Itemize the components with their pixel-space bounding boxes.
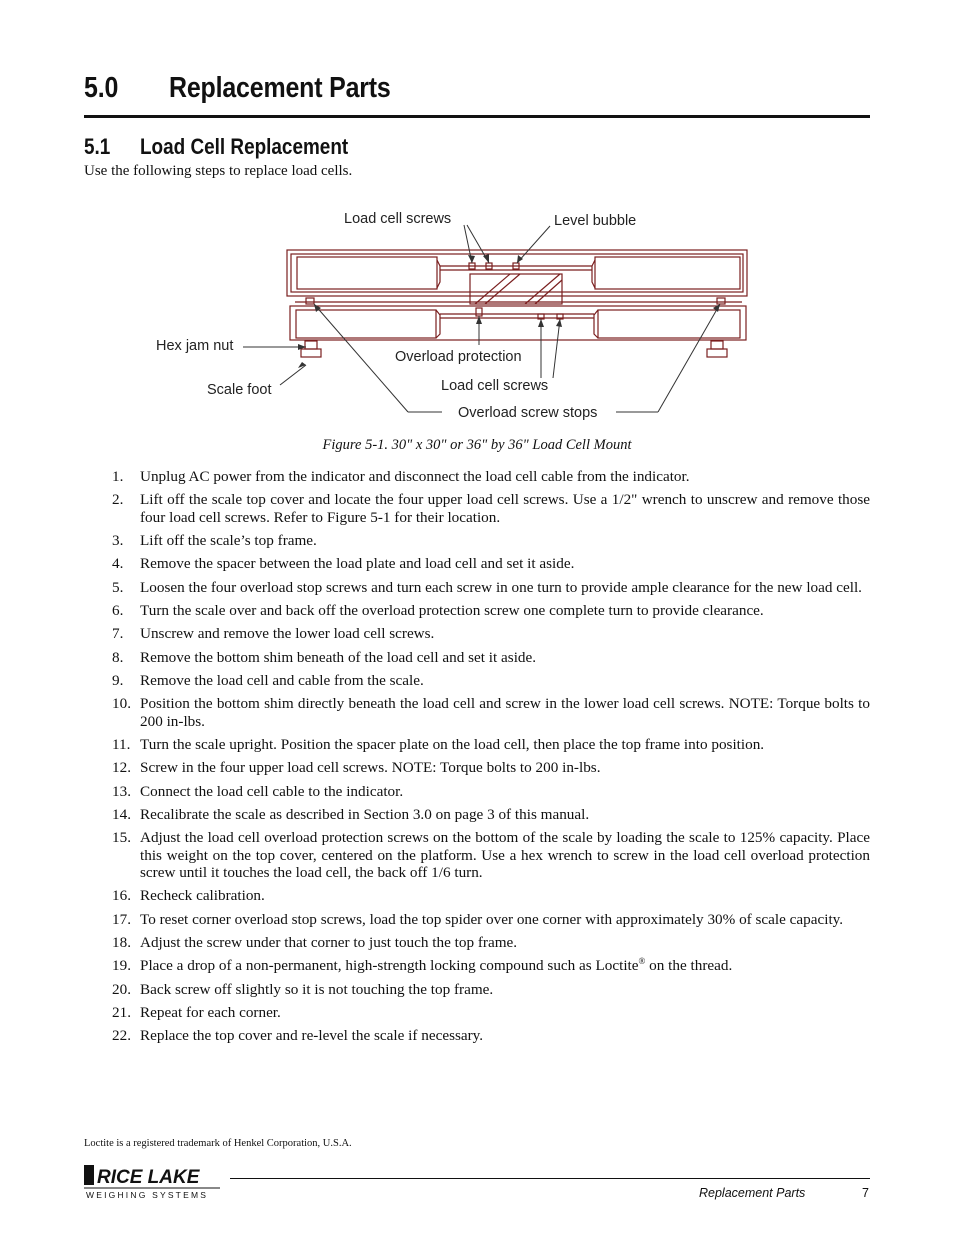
footer-section-name: Replacement Parts	[699, 1186, 806, 1200]
callout-hex-jam-nut: Hex jam nut	[156, 338, 234, 354]
step-item	[84, 759, 870, 777]
step-number: 7.	[112, 625, 124, 643]
step-text-main: Lift off the scale top cover and locate the four upper load cell screws. Use a 1/2" wrench to unscrew and remove those four load cell screws. Refer to Figure 5-1 for their location.	[140, 491, 870, 526]
step-text-main: To reset corner overload stop screws, load the top spider over one corner with approximately 30% of scale capacity.	[140, 910, 844, 928]
section-heading	[84, 72, 870, 118]
step-text-main: Turn the scale upright. Position the spacer plate on the load cell, then place the top frame into position.	[140, 735, 765, 753]
step-number: 8.	[112, 648, 124, 666]
step-item	[84, 887, 870, 905]
step-text	[140, 934, 517, 951]
step-item	[84, 829, 870, 882]
step-item	[84, 957, 870, 975]
step-text	[140, 1004, 281, 1021]
step-number: 14.	[112, 805, 131, 823]
callout-load-cell-screws-bottom: Load cell screws	[441, 378, 549, 394]
step-text	[140, 491, 870, 526]
step-text	[140, 602, 764, 619]
step-text	[140, 806, 589, 823]
step-number: 20.	[112, 980, 131, 998]
step-text	[140, 695, 870, 730]
step-number: 17.	[112, 910, 131, 928]
step-item	[84, 532, 870, 550]
step-item	[84, 602, 870, 620]
step-text	[140, 649, 536, 666]
step-item	[84, 806, 870, 824]
logo-tagline: WEIGHING SYSTEMS	[86, 1190, 209, 1200]
step-text-main: Replace the top cover and re-level the scale if necessary.	[140, 1027, 484, 1045]
step-item	[84, 625, 870, 643]
load-cell-mount-figure	[140, 200, 780, 430]
section-number: 5.0	[84, 72, 119, 104]
step-text-main: Screw in the four upper load cell screws. NOTE: Torque bolts to 200 in-lbs.	[140, 759, 601, 777]
step-text-main: Loosen the four overload stop screws and turn each screw in one turn to provide ample clearance for the new load cell.	[140, 578, 862, 596]
subsection-number: 5.1	[84, 134, 111, 159]
step-text-main: Adjust the load cell overload protection screws on the bottom of the scale by loading the scale to 125% capacity. Place this weight on the top cover, centered on the platform. Use a hex wrench to screw in the load cell overload protection screw until it touches the load cell, the back off 1/6 turn.	[140, 829, 870, 882]
step-text-main: Recalibrate the scale as described in Section 3.0 on page 3 of this manual.	[140, 805, 590, 823]
step-number: 21.	[112, 1003, 131, 1021]
step-number: 4.	[112, 555, 124, 573]
step-text-main: Remove the bottom shim beneath of the load cell and set it aside.	[140, 648, 537, 666]
intro-text: Use the following steps to replace load cells.	[84, 163, 353, 179]
step-text	[140, 468, 690, 485]
subsection-title: Load Cell Replacement	[140, 134, 349, 159]
step-item	[84, 1004, 870, 1022]
callout-overload-screw-stops: Overload screw stops	[458, 405, 598, 421]
step-item	[84, 783, 870, 801]
step-number: 12.	[112, 759, 131, 777]
step-text-main: Turn the scale over and back off the overload protection screw one complete turn to provide clearance.	[140, 601, 764, 619]
step-text	[140, 759, 601, 776]
step-text-main: Remove the load cell and cable from the scale.	[140, 671, 424, 689]
step-text-main: Unplug AC power from the indicator and disconnect the load cell cable from the indicator.	[140, 468, 690, 485]
step-item	[84, 579, 870, 597]
step-number: 22.	[112, 1027, 131, 1045]
step-number: 5.	[112, 578, 124, 596]
step-item	[84, 911, 870, 929]
step-text	[140, 783, 403, 800]
step-item	[84, 934, 870, 952]
step-item	[84, 649, 870, 667]
step-text	[140, 957, 732, 974]
callout-load-cell-screws-top: Load cell screws	[344, 211, 452, 227]
step-text-main: Connect the load cell cable to the indicator.	[140, 782, 404, 800]
step-text	[140, 911, 843, 928]
procedure-steps	[84, 468, 870, 1051]
step-text	[140, 1027, 483, 1044]
step-text	[140, 532, 317, 549]
step-number: 19.	[112, 957, 131, 975]
load-cell	[470, 274, 562, 304]
section-title: Replacement Parts	[169, 72, 391, 104]
step-text-main: Place a drop of a non-permanent, high-strength locking compound such as Loctite	[140, 957, 639, 975]
registered-mark: ®	[638, 956, 646, 967]
step-text-after: on the thread.	[645, 957, 733, 975]
step-item	[84, 981, 870, 999]
step-number: 18.	[112, 934, 131, 952]
step-text-main: Back screw off slightly so it is not touching the top frame.	[140, 980, 494, 998]
base-frame	[290, 306, 746, 340]
step-text	[140, 736, 764, 753]
step-number: 3.	[112, 532, 124, 550]
step-text-main: Remove the spacer between the load plate and load cell and set it aside.	[140, 555, 575, 573]
step-text-main: Position the bottom shim directly beneath the load cell and screw in the lower load cell screws. NOTE: Torque bolts to 200 in-lbs.	[140, 695, 870, 730]
callout-scale-foot: Scale foot	[207, 382, 272, 398]
step-number: 1.	[112, 468, 124, 485]
step-item	[84, 736, 870, 754]
step-text-main: Repeat for each corner.	[140, 1003, 281, 1021]
step-text	[140, 579, 862, 596]
step-item	[84, 695, 870, 730]
rice-lake-logo-icon	[84, 1163, 224, 1203]
step-number: 15.	[112, 829, 131, 847]
step-item	[84, 555, 870, 573]
step-text-main: Recheck calibration.	[140, 887, 265, 905]
rice-lake-logo	[84, 1163, 224, 1203]
figure-caption: Figure 5-1. 30" x 30" or 36" by 36" Load Cell Mount	[322, 437, 632, 453]
step-text	[140, 887, 265, 904]
step-number: 6.	[112, 601, 124, 619]
logo-wordmark: RICE LAKE	[97, 1167, 200, 1188]
step-text	[140, 625, 434, 642]
step-number: 9.	[112, 671, 124, 689]
trademark-footnote: Loctite is a registered trademark of Henkel Corporation, U.S.A.	[84, 1138, 352, 1149]
step-number: 2.	[112, 491, 124, 509]
step-number: 10.	[112, 695, 131, 713]
step-number: 13.	[112, 782, 131, 800]
step-text	[140, 672, 424, 689]
step-text	[140, 555, 574, 572]
step-item	[84, 491, 870, 526]
step-number: 11.	[112, 735, 131, 753]
step-number: 16.	[112, 887, 131, 905]
step-item	[84, 1027, 870, 1045]
callout-overload-protection: Overload protection	[395, 349, 522, 365]
page-number: 7	[862, 1186, 869, 1200]
step-text-main: Unscrew and remove the lower load cell screws.	[140, 625, 435, 643]
callout-level-bubble: Level bubble	[554, 213, 637, 229]
step-text	[140, 981, 493, 998]
step-item	[84, 468, 870, 486]
step-text-main: Adjust the screw under that corner to just touch the top frame.	[140, 934, 518, 952]
step-text	[140, 829, 870, 881]
step-item	[84, 672, 870, 690]
step-text-main: Lift off the scale’s top frame.	[140, 532, 317, 550]
footer-rule	[230, 1178, 870, 1179]
